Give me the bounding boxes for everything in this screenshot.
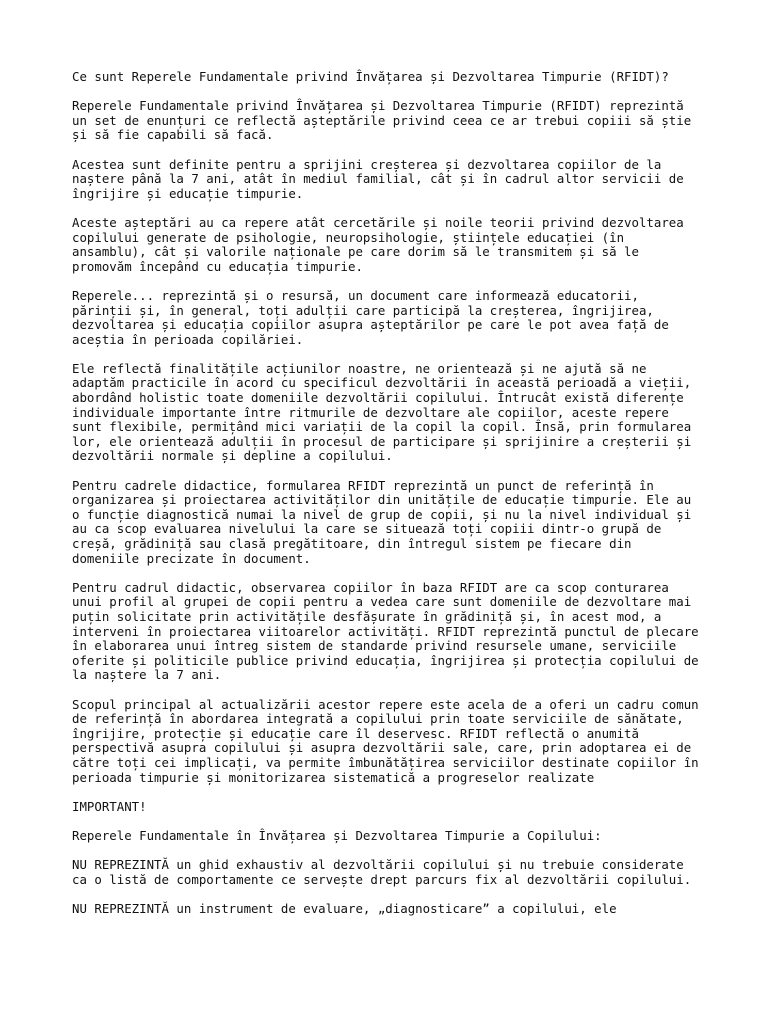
paragraph-expectations: Aceste așteptări au ca repere atât cercetările și noile teorii privind dezvoltarea copilului generate de psihologie, neuropsihologie, științele educației (în ansamblu), cât și valorile naționale pe care dorim să le transmitem și să le promovăm începând cu educația timpurie.: [72, 214, 684, 274]
document-page: [72, 70, 702, 931]
paragraph-definition: Reperele Fundamentale privind Învățarea și Dezvoltarea Timpurie (RFIDT) reprezintă un set de enunțuri ce reflectă așteptările privind ceea ce ar trebui copiii să știe și să fie capabili să facă.: [72, 98, 692, 143]
paragraph-teachers: Pentru cadrele didactice, formularea RFIDT reprezintă un punct de referință în organizarea și proiectarea activităților din unitățile de educație timpurie. Ele au o funcție diagnostică numai la nivel de grup de copii, și nu la nivel individual și au ca scop evaluarea nivelului la care se situează toți copiii dintr-o grupă de creșă, grădiniță sau clasă pregătitoare, din întregul sistem pe fiecare din domeniile precizate în document.: [72, 477, 692, 566]
paragraph-reperele-intro: Reperele Fundamentale în Învățarea și Dezvoltarea Timpurie a Copilului:: [72, 827, 602, 843]
important-label: IMPORTANT!: [72, 798, 147, 814]
heading-question: Ce sunt Reperele Fundamentale privind Învățarea și Dezvoltarea Timpurie (RFIDT)?: [72, 69, 669, 84]
paragraph-not-guide: NU REPREZINTĂ un ghid exhaustiv al dezvoltării copilului și nu trebuie considerate ca o listă de comportamente ce servește drept parcurs fix al dezvoltării copilului.: [72, 857, 692, 887]
paragraph-finalities: Ele reflectă finalitățile acțiunilor noastre, ne orientează și ne ajută să ne adaptăm practicile în acord cu specificul dezvoltării în această perioadă a vieții, abordând holistic toate domeniile dezvoltării copilului. Întrucât există diferențe individuale importante între ritmurile de dezvoltare ale copiilor, aceste repere sunt flexibile, permițând mici variații de la copil la copil. Însă, prin formularea lor, ele orientează adulții în procesul de participare și sprijinire a creșterii și dezvoltării normale și depline a copilului.: [72, 360, 692, 464]
paragraph-not-instrument: NU REPREZINTĂ un instrument de evaluare, „diagnosticare” a copilului, ele: [72, 900, 617, 916]
paragraph-main-goal: Scopul principal al actualizării acestor repere este acela de a oferi un cadru comun de referință în abordarea integrată a copilului prin toate serviciile de sănătate, îngrijire, protecție și educație care îl deservesc. RFIDT reflectă o anumită perspectivă asupra copilului și asupra dezvoltării sale, care, prin adoptarea ei de către toți cei implicați, va permite îmbunătățirea serviciilor destinate copiilor în perioada timpurie și monitorizarea sistematică a progreselor realizate: [72, 696, 699, 785]
paragraph-observation: Pentru cadrul didactic, observarea copiilor în baza RFIDT are ca scop conturarea unui profil al grupei de copii pentru a vedea care sunt domeniile de dezvoltare mai puțin solicitate prin activitățile desfășurate în grădiniță și, în acest mod, a interveni în proiectarea viitoarelor activități. RFIDT reprezintă punctul de plecare în elaborarea unui întreg sistem de standarde privind resursele umane, serviciile oferite și politicile publice privind educația, îngrijirea și protecția copilului de la naștere la 7 ani.: [72, 579, 699, 683]
paragraph-resource: Reperele... reprezintă și o resursă, un document care informează educatorii, părinții și, în general, toți adulții care participă la creșterea, îngrijirea, dezvoltarea și educația copiilor asupra așteptărilor pe care le pot avea față de aceștia în perioada copilăriei.: [72, 287, 669, 347]
paragraph-purpose: Acestea sunt definite pentru a sprijini creșterea și dezvoltarea copiilor de la naștere până la 7 ani, atât în mediul familial, cât și în cadrul altor servicii de îngrijire și educație timpurie.: [72, 156, 684, 201]
